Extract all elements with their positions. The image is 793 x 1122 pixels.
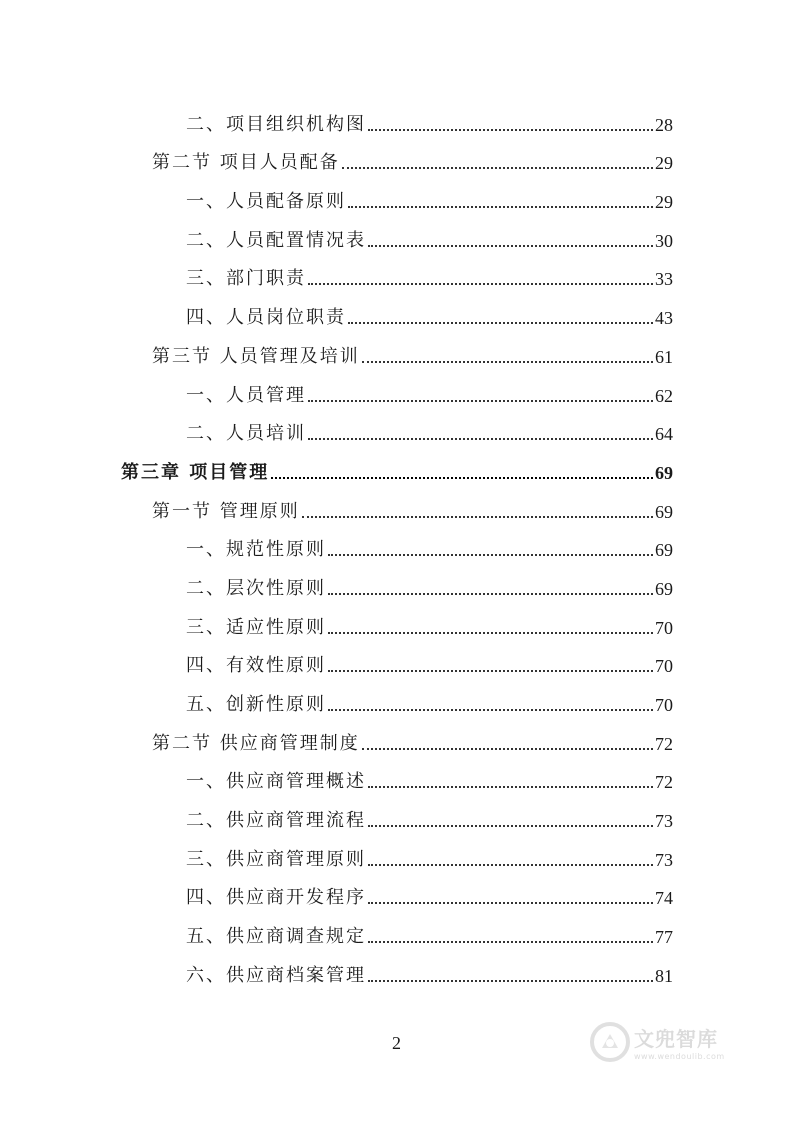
toc-entry [0, 604, 793, 643]
toc-dot-leader [271, 477, 653, 479]
toc-entry-title: 二、人员培训 [186, 423, 306, 445]
toc-dot-leader [308, 283, 653, 285]
toc-entry-title: 第一节 管理原则 [152, 500, 300, 522]
toc-entry-title: 二、项目组织机构图 [186, 113, 366, 135]
toc-entry-page: 74 [655, 888, 673, 909]
toc-entry-title: 三、部门职责 [186, 268, 306, 290]
toc-entry [0, 101, 793, 140]
toc-dot-leader [342, 167, 653, 169]
toc-dot-leader [368, 864, 653, 866]
toc-entry-title: 三、适应性原则 [186, 616, 326, 638]
toc-dot-leader [362, 748, 653, 750]
toc-entry-title: 第二节 供应商管理制度 [152, 732, 360, 754]
toc-dot-leader [308, 400, 653, 402]
toc-entry-page: 62 [655, 385, 673, 406]
toc-entry [0, 836, 793, 875]
toc-dot-leader [368, 902, 653, 904]
table-of-contents [0, 101, 793, 991]
toc-entry [0, 720, 793, 759]
toc-dot-leader [348, 206, 653, 208]
toc-entry [0, 759, 793, 798]
toc-entry-page: 70 [655, 695, 673, 715]
toc-entry [0, 217, 793, 256]
toc-entry [0, 643, 793, 682]
toc-entry [0, 256, 793, 295]
toc-entry-page: 28 [655, 114, 673, 135]
toc-entry-page: 69 [655, 578, 673, 599]
toc-entry [0, 372, 793, 411]
toc-entry [0, 913, 793, 952]
toc-entry-page: 81 [655, 965, 673, 986]
toc-entry-title: 二、供应商管理流程 [186, 810, 366, 832]
toc-entry-page: 77 [655, 927, 673, 948]
toc-entry-title: 四、人员岗位职责 [186, 307, 346, 329]
toc-dot-leader [302, 516, 653, 518]
toc-entry-title: 三、供应商管理原则 [186, 848, 366, 870]
toc-entry-page: 72 [655, 733, 673, 754]
toc-dot-leader [328, 670, 653, 672]
toc-entry-title: 第二节 项目人员配备 [152, 152, 340, 174]
toc-entry-page: 73 [655, 849, 673, 870]
toc-entry-page: 30 [655, 230, 673, 251]
toc-entry-title: 一、规范性原则 [186, 539, 326, 561]
toc-entry-title: 六、供应商档案管理 [186, 964, 366, 986]
toc-entry-title: 一、人员管理 [186, 384, 306, 406]
toc-dot-leader [368, 786, 653, 788]
toc-entry-title: 四、有效性原则 [186, 655, 326, 677]
toc-entry-title: 一、人员配备原则 [186, 191, 346, 213]
toc-entry [0, 565, 793, 604]
watermark-logo-icon [590, 1022, 630, 1062]
toc-dot-leader [362, 361, 653, 363]
toc-entry-title: 一、供应商管理概述 [186, 771, 366, 793]
toc-entry [0, 411, 793, 450]
toc-entry [0, 488, 793, 527]
toc-entry [0, 952, 793, 991]
toc-entry-page: 72 [655, 772, 673, 793]
toc-dot-leader [328, 632, 653, 634]
toc-entry [0, 449, 793, 488]
toc-dot-leader [328, 593, 653, 595]
toc-entry [0, 140, 793, 179]
toc-dot-leader [348, 322, 653, 324]
toc-dot-leader [308, 438, 653, 440]
toc-entry [0, 178, 793, 217]
watermark-brand: 文兜智库 [634, 1027, 718, 1051]
toc-dot-leader [368, 941, 653, 943]
toc-entry-page: 69 [655, 462, 673, 483]
toc-entry-page: 73 [655, 811, 673, 832]
watermark-url: www.wendoulib.com [634, 1052, 725, 1061]
toc-dot-leader [368, 825, 653, 827]
toc-entry-page: 29 [655, 192, 673, 213]
toc-entry-page: 29 [655, 153, 673, 174]
toc-entry [0, 797, 793, 836]
toc-entry-page: 64 [655, 424, 673, 445]
toc-dot-leader [368, 129, 653, 131]
toc-entry-page: 61 [655, 346, 673, 367]
watermark [590, 1022, 725, 1062]
toc-entry-title: 五、供应商调查规定 [186, 926, 366, 948]
toc-entry-page: 70 [655, 617, 673, 638]
toc-entry [0, 527, 793, 566]
toc-entry-title: 五、创新性原则 [186, 694, 326, 715]
toc-entry [0, 294, 793, 333]
toc-entry-title: 第三章 项目管理 [121, 461, 270, 483]
toc-entry [0, 681, 793, 720]
page-number: 2 [392, 1033, 401, 1053]
toc-entry-page: 43 [655, 308, 673, 329]
toc-dot-leader [368, 980, 653, 982]
toc-entry-page: 69 [655, 540, 673, 561]
toc-entry-title: 第三节 人员管理及培训 [152, 345, 360, 367]
toc-entry-page: 69 [655, 501, 673, 522]
toc-entry-page: 70 [655, 656, 673, 677]
toc-entry [0, 333, 793, 372]
toc-dot-leader [368, 245, 653, 247]
toc-entry-title: 二、层次性原则 [186, 577, 326, 599]
toc-dot-leader [328, 554, 653, 556]
toc-entry-title: 二、人员配置情况表 [186, 229, 366, 251]
toc-entry-title: 四、供应商开发程序 [186, 887, 366, 909]
toc-dot-leader [328, 709, 653, 711]
toc-entry [0, 875, 793, 914]
toc-entry-page: 33 [655, 269, 673, 290]
